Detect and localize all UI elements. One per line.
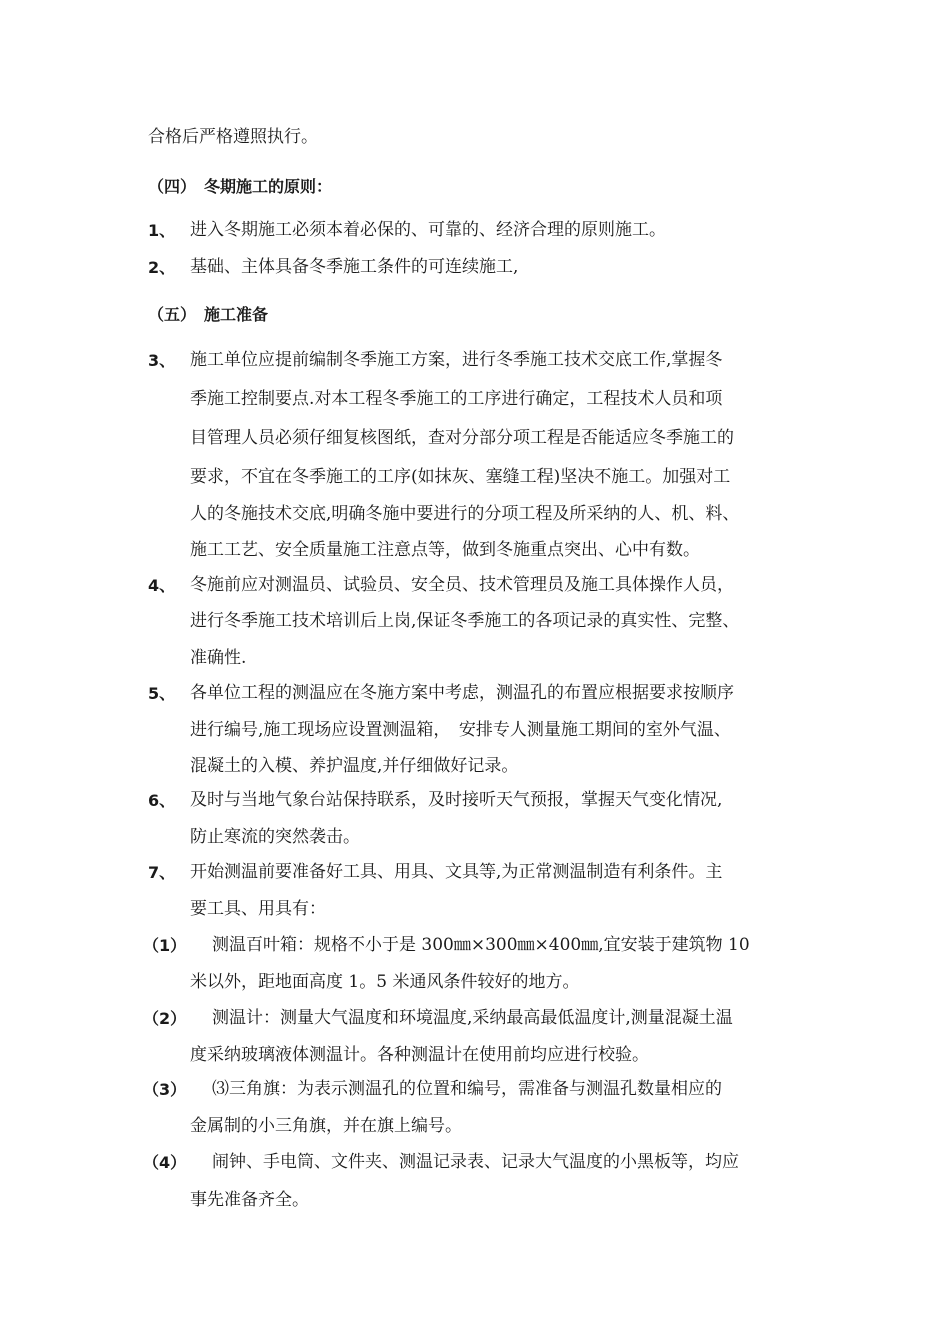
item-number: 3、 [148,351,176,370]
text-line: 及时与当地气象台站保持联系，及时接听天气预报，掌握天气变化情况, [190,790,723,810]
text-line: 要工具、用具有： [190,899,326,919]
item-number: 7、 [148,863,176,882]
text-line: 进行冬季施工技术培训后上岗,保证冬季施工的各项记录的真实性、完整、 [190,611,740,631]
text-line: 进入冬期施工必须本着必保的、可靠的、经济合理的原则施工。 [190,220,666,240]
text-line: 度采纳玻璃液体测温计。各种测温计在使用前均应进行校验。 [190,1045,649,1065]
text-line: 混凝土的入模、养护温度,并仔细做好记录。 [190,756,519,776]
item-number: 2、 [148,258,176,277]
text-line: 合格后严格遵照执行。 [148,127,318,147]
text-line: 金属制的小三角旗，并在旗上编号。 [190,1116,462,1136]
text-line: 测温计：测量大气温度和环境温度,采纳最高最低温度计,测量混凝土温 [212,1008,733,1028]
text-line: 施工工艺、安全质量施工注意点等，做到冬施重点突出、心中有数。 [190,540,700,560]
item-number: 4、 [148,576,176,595]
text-line: 米以外，距地面高度 1。5 米通风条件较好的地方。 [190,972,580,992]
text-line: 防止寒流的突然袭击。 [190,827,360,847]
text-line: 进行编号,施工现场应设置测温箱， 安排专人测量施工期间的室外气温、 [190,720,731,740]
text-line: 开始测温前要准备好工具、用具、文具等,为正常测温制造有利条件。主 [190,862,723,882]
section-heading: （五） 施工准备 [148,305,269,324]
text-line: 准确性. [190,648,247,668]
text-line: 基础、主体具备冬季施工条件的可连续施工, [190,257,519,277]
text-line: 施工单位应提前编制冬季施工方案，进行冬季施工技术交底工作,掌握冬 [190,350,723,370]
text-line: 闹钟、手电筒、文件夹、测温记录表、记录大气温度的小黑板等，均应 [212,1152,739,1172]
item-number: 1、 [148,221,176,240]
text-line: 季施工控制要点.对本工程冬季施工的工序进行确定，工程技术人员和项 [190,389,723,409]
text-line: 冬施前应对测温员、试验员、安全员、技术管理员及施工具体操作人员， [190,575,734,595]
sub-item-number: （1） [143,936,187,955]
text-line: 各单位工程的测温应在冬施方案中考虑，测温孔的布置应根据要求按顺序 [190,683,734,703]
text-line: 要求，不宜在冬季施工的工序(如抹灰、塞缝工程)坚决不施工。加强对工 [190,467,731,487]
section-heading: （四） 冬期施工的原则： [148,177,333,196]
text-line: 事先准备齐全。 [190,1190,309,1210]
item-number: 5、 [148,684,176,703]
sub-item-number: （4） [143,1153,187,1172]
text-line: 人的冬施技术交底,明确冬施中要进行的分项工程及所采纳的人、机、料、 [190,504,740,524]
text-line: 目管理人员必须仔细复核图纸，查对分部分项工程是否能适应冬季施工的 [190,428,734,448]
text-line: ⑶三角旗：为表示测温孔的位置和编号，需准备与测温孔数量相应的 [212,1079,722,1099]
item-number: 6、 [148,791,176,810]
sub-item-number: （3） [143,1080,187,1099]
text-line: 测温百叶箱：规格不小于是 300㎜×300㎜×400㎜,宜安装于建筑物 10 [212,935,750,955]
sub-item-number: （2） [143,1009,187,1028]
